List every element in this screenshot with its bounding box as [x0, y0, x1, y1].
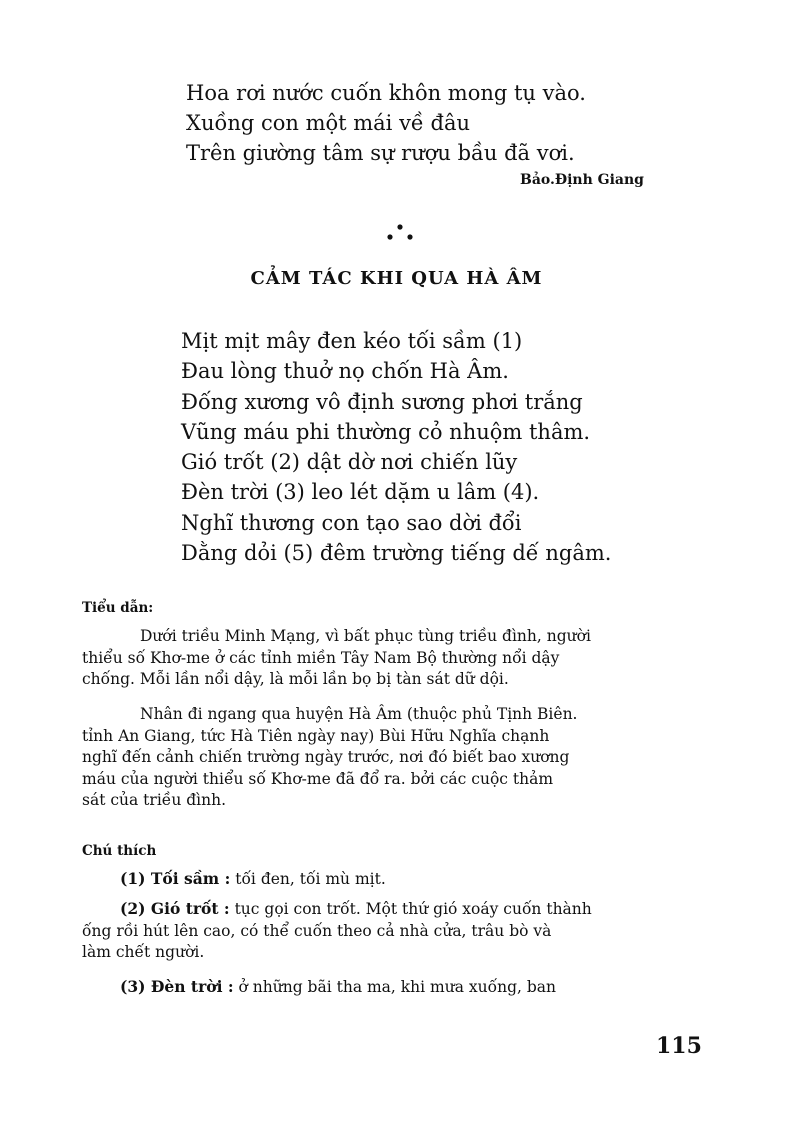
intro-line-2: Xuồng con một mái về đâu [186, 111, 471, 135]
paragraph-line: Dưới triều Minh Mạng, vì bất phục tùng triều đình, người [140, 627, 591, 645]
intro-verse [186, 78, 706, 168]
paragraph-line: máu của người thiểu số Khơ-me đã đổ ra. bởi các cuộc thảm [82, 769, 554, 788]
poem-line-1: Mịt mịt mây đen kéo tối sầm (1) [181, 329, 523, 353]
tieu-dan-paragraph-1 [82, 626, 712, 691]
footnote-line: ống rồi hút lên cao, có thể cuốn theo cả nhà cửa, trâu bò và [82, 921, 552, 940]
paragraph-line: thiểu số Khơ-me ở các tỉnh miền Tây Nam Bộ thường nổi dậy [82, 648, 560, 667]
page-number: 115 [656, 1033, 702, 1059]
intro-line-1: Hoa rơi nước cuốn khôn mong tụ vào. [186, 81, 586, 105]
footnote-label: (1) Tối sầm : [120, 869, 231, 888]
intro-line-3: Trên giường tâm sự rượu bầu đã vơi. [186, 141, 575, 165]
paragraph-line: nghĩ đến cảnh chiến trường ngày trước, nơi đó biết bao xương [82, 748, 570, 767]
paragraph-line: tỉnh An Giang, tức Hà Tiên ngày nay) Bùi Hữu Nghĩa chạnh [82, 726, 550, 745]
asterism-divider-icon [382, 222, 418, 244]
poem-line-6: Đèn trời (3) leo lét dặm u lâm (4). [181, 480, 540, 505]
poem-line-3: Đống xương vô định sương phơi trắng [181, 389, 583, 414]
footnote-line [82, 976, 712, 999]
footnote-label: (3) Đèn trời : [120, 977, 234, 996]
footnote-text: tối đen, tối mù mịt. [230, 870, 386, 888]
paragraph-line: Nhân đi ngang qua huyện Hà Âm (thuộc phủ Tịnh Biên. [140, 705, 578, 723]
intro-author: Bảo.Định Giang [520, 172, 644, 188]
tieu-dan-paragraph-2 [82, 704, 712, 812]
footnote-line [82, 868, 712, 891]
footnote-label: (2) Gió trốt : [120, 899, 230, 918]
footnote-text: tục gọi con trốt. Một thứ gió xoáy cuốn thành [229, 900, 592, 918]
footnote-2 [82, 898, 712, 964]
footnote-1 [82, 868, 712, 891]
poem-line-5: Gió trốt (2) dật dờ nơi chiến lũy [181, 450, 518, 475]
paragraph-line: chống. Mỗi lần nổi dậy, là mỗi lần bọ bị tàn sát dữ dội. [82, 670, 509, 689]
footnote-line [82, 898, 712, 921]
footnote-3 [82, 976, 712, 999]
footnote-text: ở những bãi tha ma, khi mưa xuống, ban [233, 978, 556, 996]
footnote-line: làm chết người. [82, 943, 205, 962]
paragraph-line: sát của triều đình. [82, 791, 226, 810]
poem-body [181, 326, 701, 568]
poem-line-8: Dằng dỏi (5) đêm trường tiếng dế ngâm. [181, 541, 612, 566]
poem-line-2: Đau lòng thuở nọ chốn Hà Âm. [181, 359, 509, 384]
tieu-dan-heading: Tiểu dẫn: [82, 600, 154, 616]
poem-line-7: Nghĩ thương con tạo sao dời đổi [181, 510, 522, 535]
poem-title: CẢM TÁC KHI QUA HÀ ÂM [250, 268, 543, 289]
poem-line-4: Vũng máu phi thường cỏ nhuộm thâm. [181, 419, 591, 444]
chu-thich-heading: Chú thích [82, 843, 157, 859]
